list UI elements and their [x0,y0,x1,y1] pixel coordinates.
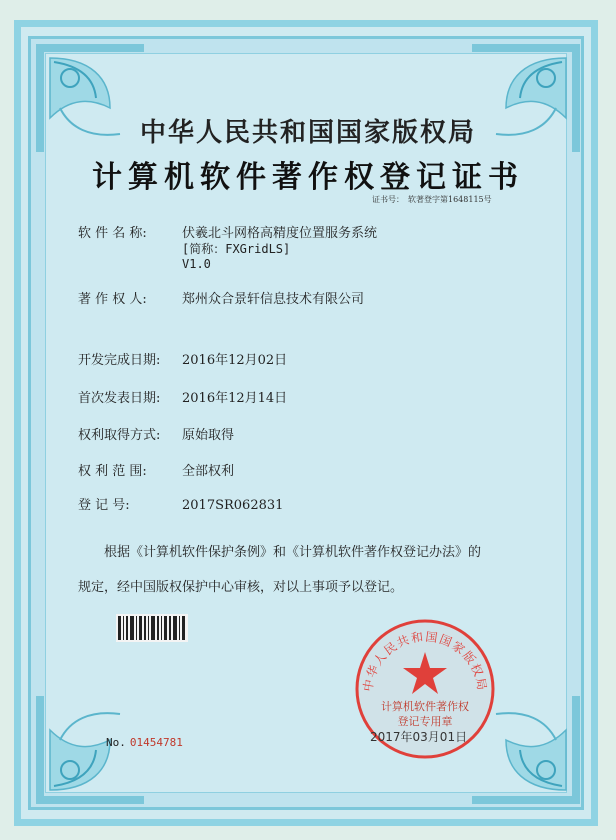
dev-date-label: 开发完成日期: [78,353,161,368]
issue-date: 2017年03月01日 [370,730,468,744]
software-name-label: 软 件 名 称: [78,226,147,241]
serial-label: No. [106,736,126,749]
certificate-number-label: 证书号： [372,195,404,204]
seal-inner-line-1: 计算机软件著作权 [381,700,469,713]
certificate-number [372,194,492,205]
pub-date-row [78,387,287,406]
software-name-value: 伏羲北斗网格高精度位置服务系统 [182,226,378,241]
scope-value: 全部权利 [182,464,235,479]
acquire-value: 原始取得 [182,428,235,443]
reg-label: 登 记 号: [78,498,130,513]
certificate-number-value: 软著登字第1648115号 [408,195,492,204]
serial-value: 01454781 [129,736,183,749]
software-name-row [78,222,377,241]
serial-number [106,736,183,749]
owner-label: 著 作 权 人: [78,292,147,307]
statement-line-1: 根据《计算机软件保护条例》和《计算机软件著作权登记办法》的 [104,545,482,560]
certificate-title: 计算机软件著作权登记证书 [92,160,524,195]
statement-line-2: 规定，经中国版权保护中心审核，对以上事项予以登记。 [78,580,404,595]
barcode-icon [116,614,188,642]
reg-value: 2017SR062831 [182,498,284,513]
reg-row [78,494,283,513]
pub-date-value: 2016年12月14日 [182,391,288,406]
dev-date-value: 2016年12月02日 [182,353,288,368]
pub-date-label: 首次发表日期: [78,391,161,406]
acquire-row [78,424,234,443]
owner-value: 郑州众合景轩信息技术有限公司 [182,292,365,307]
corner-ornament-icon [30,690,150,810]
version: V1.0 [182,257,211,271]
scope-row [78,460,234,479]
scope-label: 权 利 范 围: [78,464,147,479]
dev-date-row [78,349,287,368]
authority-title: 中华人民共和国国家版权局 [139,118,476,148]
seal-outer-text: 中华人民共和国国家版权局 [360,629,490,693]
acquire-label: 权利取得方式: [78,428,161,443]
short-name: [简称：FXGridLS] [182,242,291,256]
owner-row [78,288,364,307]
seal-inner-line-2: 登记专用章 [397,715,453,728]
